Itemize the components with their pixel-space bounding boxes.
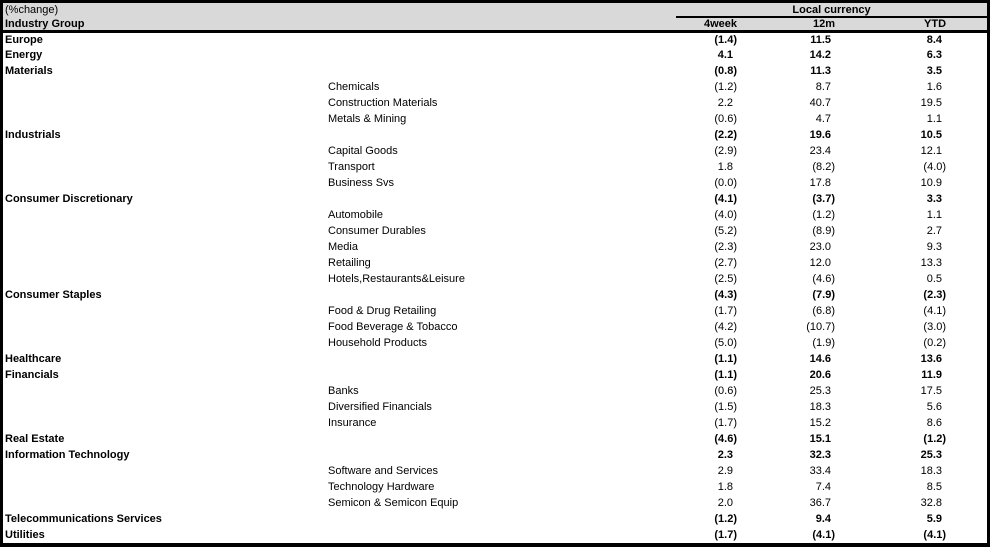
industry-group-cell [3, 223, 325, 239]
header-row-columns [3, 17, 987, 32]
local-currency-header: Local currency [676, 3, 987, 17]
value-12m: 33.4 [809, 465, 832, 478]
table-row [3, 271, 987, 287]
industry-group-cell [3, 255, 325, 271]
sub-industry-cell: Transport [328, 161, 375, 174]
value-4week: (0.0) [714, 177, 738, 190]
data-table [3, 3, 987, 543]
sub-industry-cell [325, 431, 676, 447]
value-4week: (0.6) [714, 385, 738, 398]
value-12m: (6.8) [812, 305, 836, 318]
sub-industry-cell: Semicon & Semicon Equip [328, 497, 459, 510]
col-header-4week: 4week [676, 17, 738, 32]
value-12m: (1.2) [812, 209, 836, 222]
value-12m: 36.7 [809, 497, 832, 510]
table-row [3, 431, 987, 447]
sub-industry-cell [325, 287, 676, 303]
value-4week: (2.7) [714, 257, 738, 270]
value-4week: 2.0 [717, 497, 734, 510]
table-body [3, 32, 987, 544]
sub-industry-cell: Chemicals [328, 81, 380, 94]
sub-industry-cell [325, 511, 676, 527]
table-row [3, 32, 987, 48]
table-row [3, 63, 987, 79]
sub-industry-cell: Food & Drug Retailing [328, 305, 437, 318]
value-ytd: 6.3 [926, 49, 943, 62]
value-ytd: 13.3 [920, 257, 943, 270]
value-12m: 4.7 [815, 113, 832, 126]
value-4week: (4.6) [714, 433, 738, 446]
table-row [3, 511, 987, 527]
value-ytd: 9.3 [926, 241, 943, 254]
industry-group-cell [3, 335, 325, 351]
sub-industry-cell: Construction Materials [328, 97, 438, 110]
sub-industry-cell: Household Products [328, 337, 428, 350]
value-12m: 25.3 [809, 385, 832, 398]
industry-group-cell: Utilities [5, 529, 45, 541]
industry-group-cell: Healthcare [5, 353, 62, 366]
sub-industry-cell: Consumer Durables [328, 225, 426, 238]
value-4week: (2.9) [714, 145, 738, 158]
sub-industry-cell: Banks [328, 385, 359, 398]
sub-industry-cell: Automobile [328, 209, 384, 222]
value-12m: 7.4 [815, 481, 832, 494]
table-row [3, 159, 987, 175]
value-ytd: 3.3 [926, 193, 943, 206]
value-ytd: (2.3) [923, 289, 947, 302]
industry-group-cell [3, 319, 325, 335]
value-12m: 8.7 [815, 81, 832, 94]
industry-group-cell [3, 399, 325, 415]
col-header-ytd: YTD [836, 17, 987, 32]
table-row [3, 175, 987, 191]
sub-industry-cell [325, 447, 676, 463]
value-12m: (3.7) [812, 193, 836, 206]
value-ytd: 13.6 [920, 353, 943, 366]
table-row [3, 127, 987, 143]
table-row [3, 79, 987, 95]
table-row [3, 223, 987, 239]
industry-group-cell: Consumer Staples [5, 289, 102, 302]
value-12m: 40.7 [809, 97, 832, 110]
industry-group-cell: Information Technology [5, 449, 130, 462]
sub-industry-cell: Technology Hardware [328, 481, 435, 494]
value-ytd: 10.9 [920, 177, 943, 190]
value-12m: (4.6) [812, 273, 836, 286]
value-12m: (8.9) [812, 225, 836, 238]
value-ytd: 5.6 [926, 401, 943, 414]
value-12m: (7.9) [812, 289, 836, 302]
sub-industry-cell: Retailing [328, 257, 371, 270]
value-ytd: 8.4 [926, 34, 943, 47]
value-ytd: (0.2) [923, 337, 947, 350]
value-4week: (1.2) [714, 513, 738, 526]
value-ytd: 17.5 [920, 385, 943, 398]
table-row [3, 303, 987, 319]
sub-industry-cell [325, 47, 676, 63]
value-12m: 9.4 [815, 513, 832, 526]
sub-industry-cell: Media [328, 241, 358, 254]
value-12m: 17.8 [809, 177, 832, 190]
value-ytd: 32.8 [920, 497, 943, 510]
value-4week: (1.7) [714, 417, 738, 430]
value-4week: (5.0) [714, 337, 738, 350]
value-12m: 32.3 [809, 449, 832, 462]
value-ytd: (4.0) [923, 161, 947, 174]
sub-industry-cell: Capital Goods [328, 145, 398, 158]
table-row [3, 95, 987, 111]
table-row [3, 319, 987, 335]
value-12m: (1.9) [812, 337, 836, 350]
industry-group-cell [3, 383, 325, 399]
value-4week: (1.7) [714, 305, 738, 318]
industry-group-cell [3, 79, 325, 95]
industry-group-cell [3, 95, 325, 111]
value-4week: (0.6) [714, 113, 738, 126]
value-ytd: 2.7 [926, 225, 943, 238]
value-4week: (4.1) [714, 193, 738, 206]
value-4week: (2.2) [714, 129, 738, 142]
table-row [3, 399, 987, 415]
table-row [3, 111, 987, 127]
table-row [3, 207, 987, 223]
value-4week: 2.9 [717, 465, 734, 478]
industry-group-header: Industry Group [3, 17, 676, 32]
sub-industry-cell [325, 527, 676, 543]
industry-group-cell [3, 159, 325, 175]
industry-group-cell [3, 143, 325, 159]
sub-industry-cell [325, 127, 676, 143]
value-ytd: 1.1 [926, 113, 943, 126]
table-row [3, 415, 987, 431]
sub-industry-cell [325, 191, 676, 207]
col-header-12m: 12m [738, 17, 836, 32]
sub-industry-cell [325, 63, 676, 79]
value-ytd: (1.2) [923, 433, 947, 446]
table-row [3, 527, 987, 543]
industry-group-cell [3, 495, 325, 511]
table-row [3, 255, 987, 271]
industry-group-cell [3, 111, 325, 127]
sub-industry-cell: Hotels,Restaurants&Leisure [328, 273, 465, 286]
value-12m: 11.3 [810, 65, 832, 78]
table-row [3, 463, 987, 479]
value-ytd: 1.6 [926, 81, 943, 94]
sub-industry-cell: Software and Services [328, 465, 439, 478]
value-ytd: (4.1) [923, 305, 947, 318]
table-row [3, 47, 987, 63]
industry-group-cell [3, 175, 325, 191]
sub-industry-cell: Diversified Financials [328, 401, 432, 414]
industry-group-cell [3, 303, 325, 319]
pct-change-label: (%change) [3, 3, 676, 17]
value-12m: 15.2 [809, 417, 832, 430]
value-12m: 19.6 [809, 129, 832, 142]
header-row-currency [3, 3, 987, 17]
table-row [3, 335, 987, 351]
industry-group-cell [3, 415, 325, 431]
industry-group-cell: Europe [5, 34, 43, 47]
table-row [3, 495, 987, 511]
value-ytd: 8.5 [926, 481, 943, 494]
value-ytd: (4.1) [923, 529, 947, 541]
value-4week: (2.3) [714, 241, 738, 254]
value-4week: (2.5) [714, 273, 738, 286]
industry-group-cell: Materials [5, 65, 53, 78]
sub-industry-cell: Insurance [328, 417, 377, 430]
industry-group-cell: Industrials [5, 129, 61, 142]
sub-industry-cell [325, 367, 676, 383]
value-4week: (5.2) [714, 225, 738, 238]
table-row [3, 239, 987, 255]
sub-industry-cell: Business Svs [328, 177, 395, 190]
value-4week: 2.3 [717, 449, 734, 462]
value-ytd: 12.1 [920, 145, 943, 158]
value-4week: (1.7) [714, 529, 738, 541]
sub-industry-cell [325, 32, 676, 48]
table-row [3, 383, 987, 399]
value-4week: (1.4) [714, 34, 738, 47]
value-ytd: 11.9 [921, 369, 943, 382]
value-12m: 23.0 [809, 241, 832, 254]
industry-group-cell [3, 207, 325, 223]
value-4week: (1.1) [714, 369, 738, 382]
value-12m: 14.2 [809, 49, 832, 62]
industry-group-cell [3, 239, 325, 255]
industry-group-cell [3, 271, 325, 287]
value-12m: (8.2) [812, 161, 836, 174]
value-4week: 4.1 [717, 49, 734, 62]
value-12m: 15.1 [809, 433, 832, 446]
value-12m: (10.7) [806, 321, 836, 334]
table-row [3, 479, 987, 495]
sub-industry-cell: Metals & Mining [328, 113, 407, 126]
industry-group-cell: Consumer Discretionary [5, 193, 133, 206]
value-12m: 11.5 [810, 34, 832, 47]
value-12m: 12.0 [809, 257, 832, 270]
value-4week: (4.0) [714, 209, 738, 222]
table-row [3, 191, 987, 207]
value-4week: 1.8 [717, 161, 734, 174]
value-4week: (4.2) [714, 321, 738, 334]
industry-group-cell: Real Estate [5, 433, 65, 446]
value-ytd: 25.3 [920, 449, 943, 462]
value-12m: 18.3 [809, 401, 832, 414]
industry-group-cell: Financials [5, 369, 59, 382]
table-row [3, 287, 987, 303]
value-4week: (4.3) [714, 289, 738, 302]
value-12m: 20.6 [809, 369, 832, 382]
value-4week: 1.8 [717, 481, 734, 494]
table-row [3, 367, 987, 383]
table-header [3, 3, 987, 32]
value-ytd: (3.0) [923, 321, 947, 334]
industry-group-cell: Energy [5, 49, 43, 62]
industry-group-cell [3, 479, 325, 495]
table-row [3, 143, 987, 159]
value-ytd: 0.5 [926, 273, 943, 286]
value-ytd: 8.6 [926, 417, 943, 430]
value-12m: 23.4 [809, 145, 832, 158]
value-ytd: 1.1 [926, 209, 943, 222]
value-ytd: 10.5 [920, 129, 943, 142]
value-12m: 14.6 [809, 353, 832, 366]
industry-group-cell: Telecommunications Services [5, 513, 162, 526]
sub-industry-cell: Food Beverage & Tobacco [328, 321, 458, 334]
table-row [3, 351, 987, 367]
value-4week: (1.2) [714, 81, 738, 94]
table-row [3, 447, 987, 463]
industry-group-cell [3, 463, 325, 479]
value-12m: (4.1) [812, 529, 836, 541]
value-ytd: 18.3 [920, 465, 943, 478]
value-ytd: 19.5 [920, 97, 943, 110]
value-4week: (1.1) [714, 353, 738, 366]
value-4week: (1.5) [714, 401, 738, 414]
value-4week: 2.2 [717, 97, 734, 110]
sub-industry-cell [325, 351, 676, 367]
value-4week: (0.8) [714, 65, 738, 78]
value-ytd: 5.9 [926, 513, 943, 526]
value-ytd: 3.5 [926, 65, 943, 78]
